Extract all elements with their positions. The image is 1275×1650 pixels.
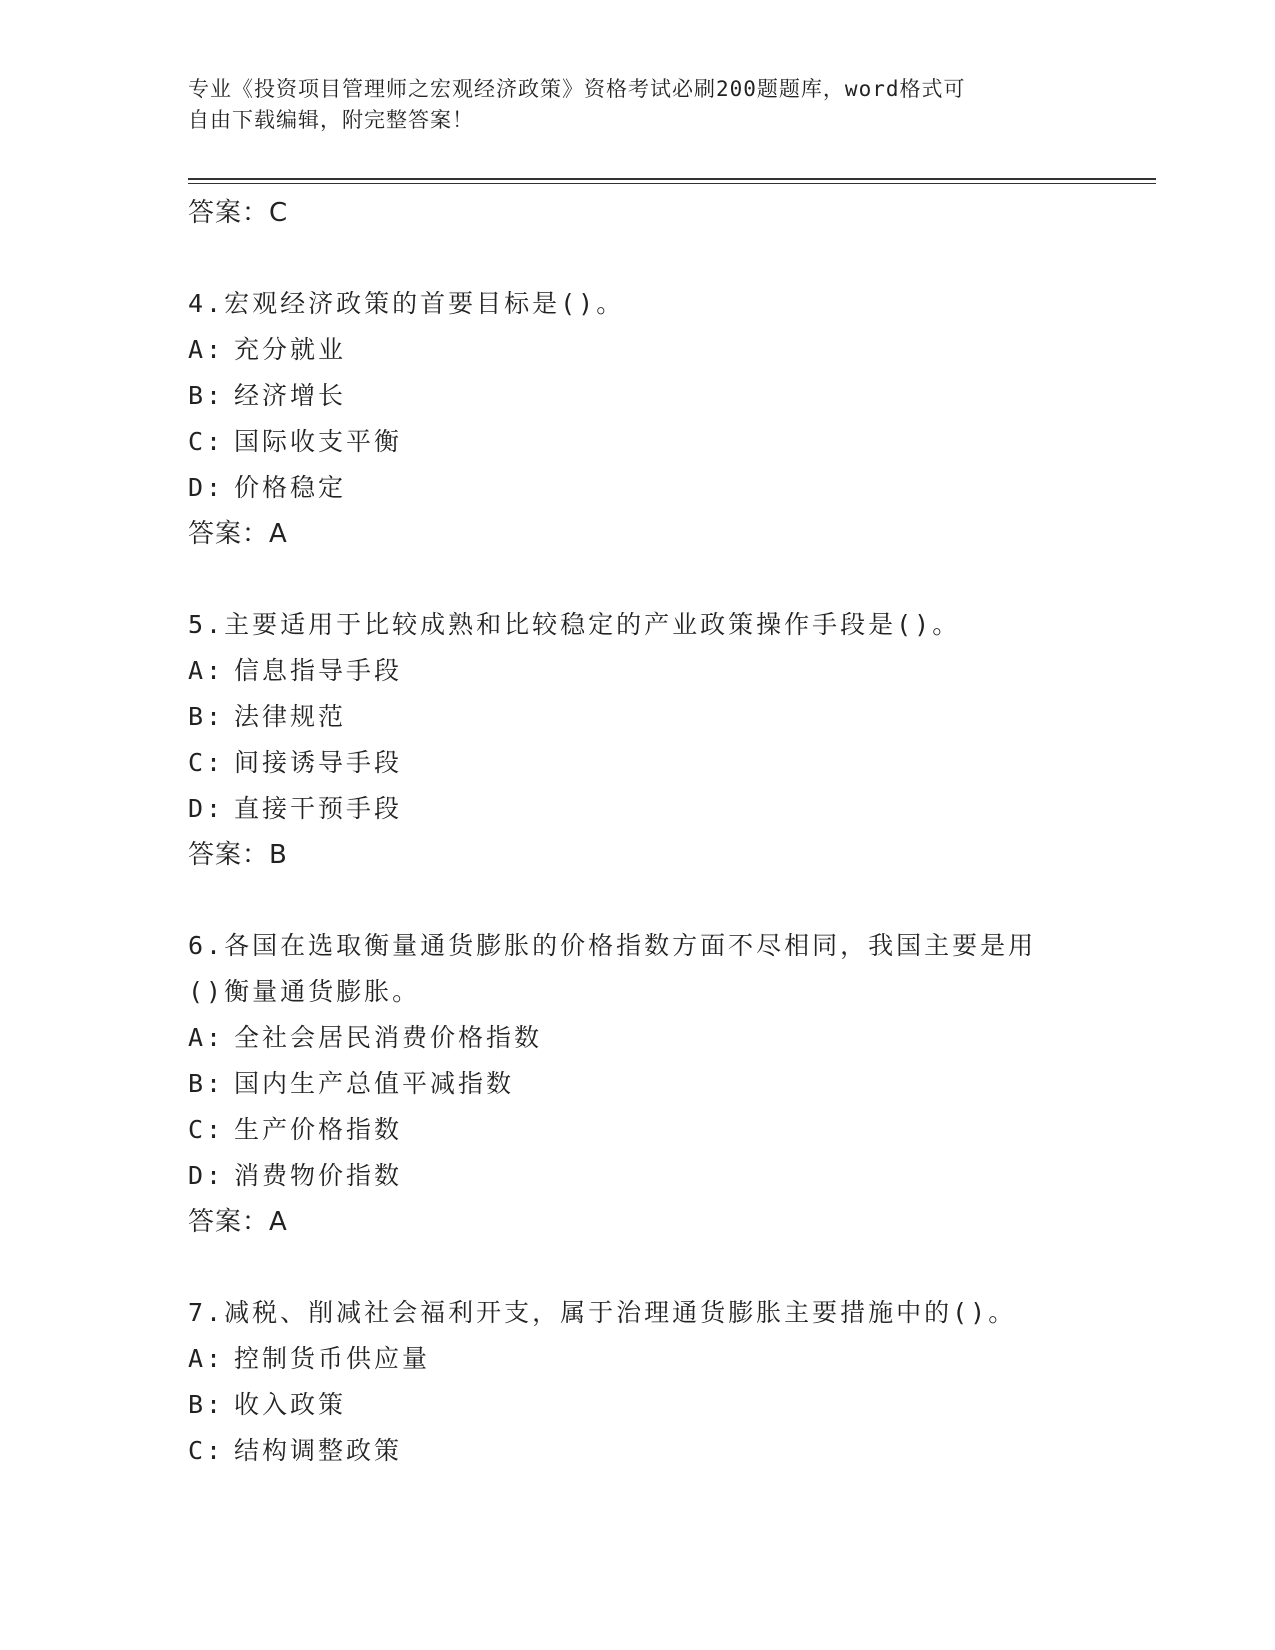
- answer-line: 答案：A: [188, 1207, 288, 1237]
- option-text: 结构调整政策: [234, 1436, 403, 1465]
- question-block: [188, 1290, 1088, 1474]
- option-item: [188, 648, 1088, 694]
- option-label: D:: [188, 473, 225, 502]
- option-label: B:: [188, 702, 225, 731]
- option-label: A:: [188, 656, 225, 685]
- answer-line: 答案：A: [188, 519, 288, 549]
- option-item: [188, 1336, 1088, 1382]
- question-block: [188, 602, 1088, 878]
- question-stem: 5.主要适用于比较成熟和比较稳定的产业政策操作手段是()。: [188, 610, 961, 639]
- option-item: [188, 1428, 1088, 1474]
- question-stem: ()衡量通货膨胀。: [188, 977, 421, 1006]
- option-item: [188, 1382, 1088, 1428]
- option-label: A:: [188, 1344, 225, 1373]
- option-text: 信息指导手段: [234, 656, 403, 685]
- header-rule-thin: [188, 183, 1156, 184]
- option-item: [188, 373, 1088, 419]
- option-item: [188, 1153, 1088, 1199]
- option-item: [188, 419, 1088, 465]
- option-label: B:: [188, 1069, 225, 1098]
- question-gap: [188, 557, 1088, 602]
- option-item: [188, 1015, 1088, 1061]
- header-rule-thick: [188, 178, 1156, 180]
- option-text: 国际收支平衡: [234, 427, 403, 456]
- option-text: 法律规范: [234, 702, 347, 731]
- option-text: 价格稳定: [234, 473, 347, 502]
- option-label: C:: [188, 748, 225, 777]
- option-label: D:: [188, 794, 225, 823]
- question-gap: [188, 236, 1088, 281]
- option-text: 生产价格指数: [234, 1115, 403, 1144]
- question-list: [188, 190, 1088, 1474]
- option-text: 全社会居民消费价格指数: [234, 1023, 543, 1052]
- question-gap: [188, 878, 1088, 923]
- option-text: 充分就业: [234, 335, 347, 364]
- option-label: A:: [188, 335, 225, 364]
- option-text: 消费物价指数: [234, 1161, 403, 1190]
- option-text: 经济增长: [234, 381, 347, 410]
- question-block: [188, 923, 1088, 1245]
- option-item: [188, 1107, 1088, 1153]
- document-header: [188, 74, 1068, 136]
- option-text: 控制货币供应量: [234, 1344, 431, 1373]
- option-label: B:: [188, 381, 225, 410]
- option-text: 直接干预手段: [234, 794, 403, 823]
- option-text: 收入政策: [234, 1390, 347, 1419]
- option-text: 间接诱导手段: [234, 748, 403, 777]
- option-item: [188, 786, 1088, 832]
- header-line-1: 专业《投资项目管理师之宏观经济政策》资格考试必刷200题题库，word格式可: [188, 77, 966, 101]
- previous-answer: 答案：C: [188, 198, 289, 228]
- question-stem: 6.各国在选取衡量通货膨胀的价格指数方面不尽相同，我国主要是用: [188, 931, 1037, 960]
- question-stem: 7.减税、削减社会福利开支，属于治理通货膨胀主要措施中的()。: [188, 1298, 1017, 1327]
- question-block: [188, 281, 1088, 557]
- option-item: [188, 327, 1088, 373]
- option-item: [188, 694, 1088, 740]
- option-item: [188, 1061, 1088, 1107]
- option-label: A:: [188, 1023, 225, 1052]
- question-stem: 4.宏观经济政策的首要目标是()。: [188, 289, 625, 318]
- option-text: 国内生产总值平减指数: [234, 1069, 515, 1098]
- option-label: D:: [188, 1161, 225, 1190]
- header-line-2: 自由下载编辑，附完整答案！: [188, 108, 474, 132]
- option-item: [188, 465, 1088, 511]
- option-label: B:: [188, 1390, 225, 1419]
- answer-line: 答案：B: [188, 840, 288, 870]
- option-item: [188, 740, 1088, 786]
- option-label: C:: [188, 1115, 225, 1144]
- option-label: C:: [188, 1436, 225, 1465]
- question-gap: [188, 1245, 1088, 1290]
- option-label: C:: [188, 427, 225, 456]
